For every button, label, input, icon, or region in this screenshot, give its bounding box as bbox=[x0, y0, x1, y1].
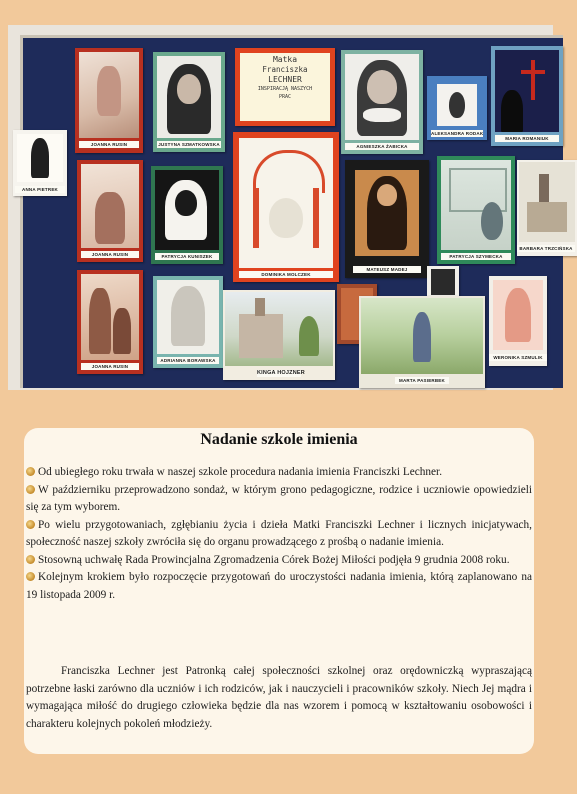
list-item bbox=[26, 569, 532, 604]
title-card-line: LECHNER bbox=[268, 75, 302, 84]
list-item bbox=[26, 552, 532, 570]
body-paragraph: Franciszka Lechner jest Patronką całej społeczności szkolnej oraz orędowniczką wypraszającą potrzebne łaski zarówno dla uczniów i ich rodziców, jak i nauczycieli i pracowników szkoły. Niech Jej mądra i wymagająca miłość do drugiego człowieka będzie dla nas wzorem i pomocą w kształtowaniu osobowości i charakteru kolejnych pokoleń młodzieży. bbox=[26, 665, 532, 730]
title-card-line: Franciszka bbox=[262, 65, 308, 74]
artwork-weronika-szmulik bbox=[489, 276, 547, 366]
artwork-adrianna-borawska bbox=[153, 276, 223, 368]
list-item bbox=[26, 517, 532, 552]
list-item-text: W październiku przeprowadzono sondaż, w którym grono pedagogiczne, rodzice i uczniowie opowiedzieli się za tym wyborem. bbox=[26, 483, 532, 513]
bullet-icon bbox=[26, 572, 35, 581]
artwork-caption: JUSTYNA SZMATKOWSKA bbox=[158, 142, 220, 147]
artwork-maria-romaniuk bbox=[491, 46, 563, 146]
title-card bbox=[235, 48, 335, 126]
artwork-caption: JOANNA RUSIN bbox=[81, 251, 139, 258]
list-item bbox=[26, 482, 532, 517]
list-item bbox=[26, 464, 532, 482]
bullet-icon bbox=[26, 520, 35, 529]
bulletin-board bbox=[20, 35, 573, 388]
artwork-aleksandra-rodak bbox=[427, 76, 487, 140]
page-title: Nadanie szkole imienia bbox=[200, 431, 358, 448]
artwork-caption: DOMINIKA MOLCZEK bbox=[239, 271, 333, 278]
artwork-caption: ALEKSANDRA RODAK bbox=[431, 131, 484, 136]
bullet-icon bbox=[26, 555, 35, 564]
artwork-caption: BARBARA TRZCIŃSKA bbox=[517, 245, 575, 252]
artwork-caption: JOANNA RUSIN bbox=[79, 141, 139, 148]
artwork-caption: JOANNA RUSIN bbox=[81, 363, 139, 370]
artwork-caption: ANNA PIETREK bbox=[15, 186, 65, 193]
artwork-caption: ADRIANNA BORAWSKA bbox=[157, 357, 219, 364]
list-item-text: Kolejnym krokiem było rozpoczęcie przygotowań do uroczystości nadania imienia, którą zaplanowano na 19 listopada 2009 r. bbox=[26, 571, 532, 601]
title-card-line: INSPIRACJĄ NASZYCH bbox=[257, 86, 313, 92]
artwork-joanna-rusin-1 bbox=[75, 48, 143, 153]
artwork-caption: AGNIESZKA ŻABICKA bbox=[345, 143, 419, 150]
artwork-joanna-rusin-3 bbox=[77, 270, 143, 374]
artwork-patrycja-szymecka bbox=[437, 156, 515, 264]
artwork-caption: MATEUSZ MADEJ bbox=[353, 266, 421, 273]
text-panel bbox=[24, 428, 534, 754]
artwork-caption: PATRYCJA SZYMECKA bbox=[441, 253, 511, 260]
artwork-patrycja-kuniszek bbox=[151, 166, 223, 264]
artwork-caption: MARTA PASIERBEK bbox=[395, 377, 449, 384]
artwork-caption: WERONIKA SZMULIK bbox=[489, 354, 547, 361]
list-item-text: Stosowną uchwałę Rada Prowincjalna Zgromadzenia Córek Bożej Miłości podjęła 9 grudnia 2008 roku. bbox=[38, 553, 510, 566]
title-card-line: PRAC bbox=[278, 94, 292, 100]
artwork-justyna-szmatkowska bbox=[153, 52, 225, 152]
artwork-caption: PATRYCJA KUNISZEK bbox=[155, 253, 219, 260]
title-card-line: Matka bbox=[272, 55, 298, 64]
artwork-barbara-trzcinska bbox=[517, 160, 577, 256]
bullet-icon bbox=[26, 467, 35, 476]
artwork-dominika-molczek bbox=[233, 132, 339, 282]
artwork-kinga-hojzner bbox=[223, 290, 335, 380]
artwork-anna-pietrek bbox=[13, 130, 67, 196]
bullet-icon bbox=[26, 485, 35, 494]
list-item-text: Od ubiegłego roku trwała w naszej szkole procedura nadania imienia Franciszki Lechner. bbox=[38, 466, 443, 478]
artwork-joanna-rusin-2 bbox=[77, 160, 143, 262]
artwork-agnieszka-zabicka bbox=[341, 50, 423, 154]
artwork-caption: KINGA HOJZNER bbox=[257, 370, 305, 376]
exhibition-photo bbox=[8, 25, 573, 390]
artwork-caption: MARIA ROMANIUK bbox=[495, 135, 559, 142]
artwork-marta-pasierbek bbox=[359, 296, 485, 388]
bullet-list bbox=[26, 464, 532, 604]
artwork-mateusz-madej bbox=[345, 160, 429, 278]
list-item-text: Po wielu przygotowaniach, zgłębianiu życia i dzieła Matki Franciszki Lechner i licznych inicjatywach, społeczność naszej szkoły zwróciła się do organu prowadzącego z prośbą o nadanie imienia. bbox=[26, 518, 532, 548]
